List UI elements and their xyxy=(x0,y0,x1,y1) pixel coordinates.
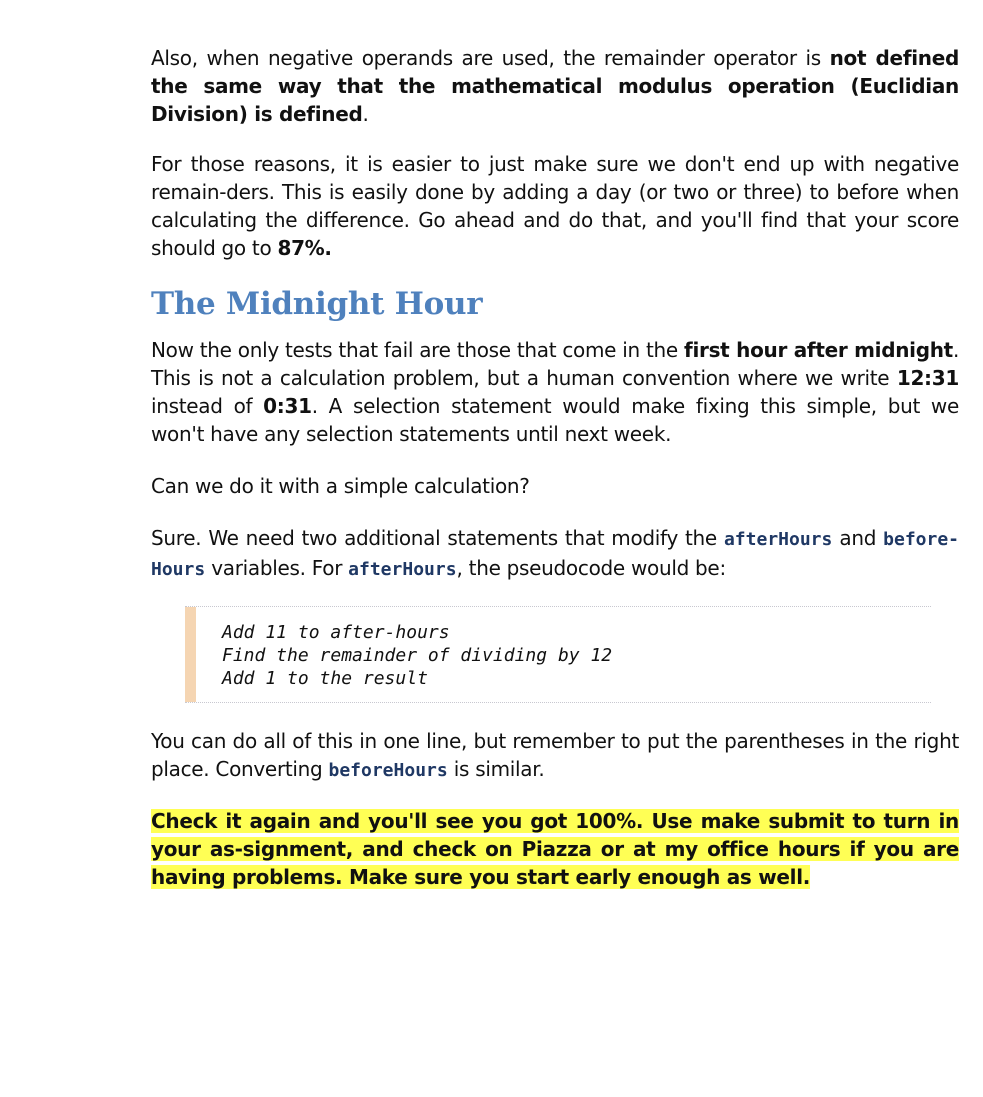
code-line: Add 1 to the result xyxy=(222,668,428,689)
document-page xyxy=(151,44,959,891)
section-heading: The Midnight Hour xyxy=(151,286,483,322)
text-span: . This is not a calculation problem, but a human convention where we write xyxy=(151,338,959,390)
text-span: Now the only tests that fail are those that come in the xyxy=(151,338,685,362)
paragraph-midnight xyxy=(151,336,959,448)
text-span: . A selection statement would make fixing this simple, but we won't have any selection statements until next week. xyxy=(151,394,959,446)
code-var-beforehours: beforeHours xyxy=(328,760,448,781)
score-value: 87%. xyxy=(277,236,332,260)
code-var-afterhours: afterHours xyxy=(723,529,833,550)
text-span: , the pseudocode would be: xyxy=(456,556,726,580)
paragraph-negative-operands xyxy=(151,44,959,128)
code-line: Find the remainder of dividing by 12 xyxy=(222,645,613,666)
highlighted-text: Check it again and you'll see you got 100%. Use make submit to turn in your as-signment, and check on Piazza or at my office hours if you are having problems. Make sure you start early enough as well. xyxy=(151,809,959,889)
paragraph-pseudocode-intro xyxy=(151,524,959,584)
code-var-afterhours: afterHours xyxy=(348,559,457,580)
bold-time: 12:31 xyxy=(896,366,959,390)
text-span: is similar. xyxy=(447,757,545,781)
code-block-accent-bar xyxy=(185,607,196,702)
pseudocode-block xyxy=(185,606,931,703)
text-span: Sure. We need two additional statements that modify the xyxy=(151,526,724,550)
text-span: . xyxy=(362,102,369,126)
bold-text: not defined the same way that the mathematical modulus operation (Euclidian Division) is defined xyxy=(151,46,959,126)
code-line: Add 11 to after-hours xyxy=(222,622,450,643)
paragraph-one-line xyxy=(151,727,959,785)
text-span: You can do all of this in one line, but remember to put the parentheses in the right place. Converting xyxy=(151,729,959,781)
bold-time: 0:31 xyxy=(263,394,312,418)
paragraph-question: Can we do it with a simple calculation? xyxy=(151,474,530,498)
paragraph-reasons xyxy=(151,150,959,262)
text-span: variables. For xyxy=(205,556,349,580)
text-span: Also, when negative operands are used, the remainder operator is xyxy=(151,46,830,70)
bold-text: first hour after midnight xyxy=(684,338,953,362)
text-span: instead of xyxy=(151,394,264,418)
code-var-beforehours: before-Hours xyxy=(151,529,959,580)
text-span: and xyxy=(832,526,884,550)
paragraph-highlighted-final xyxy=(151,807,959,891)
text-span: For those reasons, it is easier to just make sure we don't end up with negative remain-ders. This is easily done by adding a day (or two or three) to before when calculating the difference. Go ahead and do that, and you'll find that your score should go to xyxy=(151,152,959,260)
